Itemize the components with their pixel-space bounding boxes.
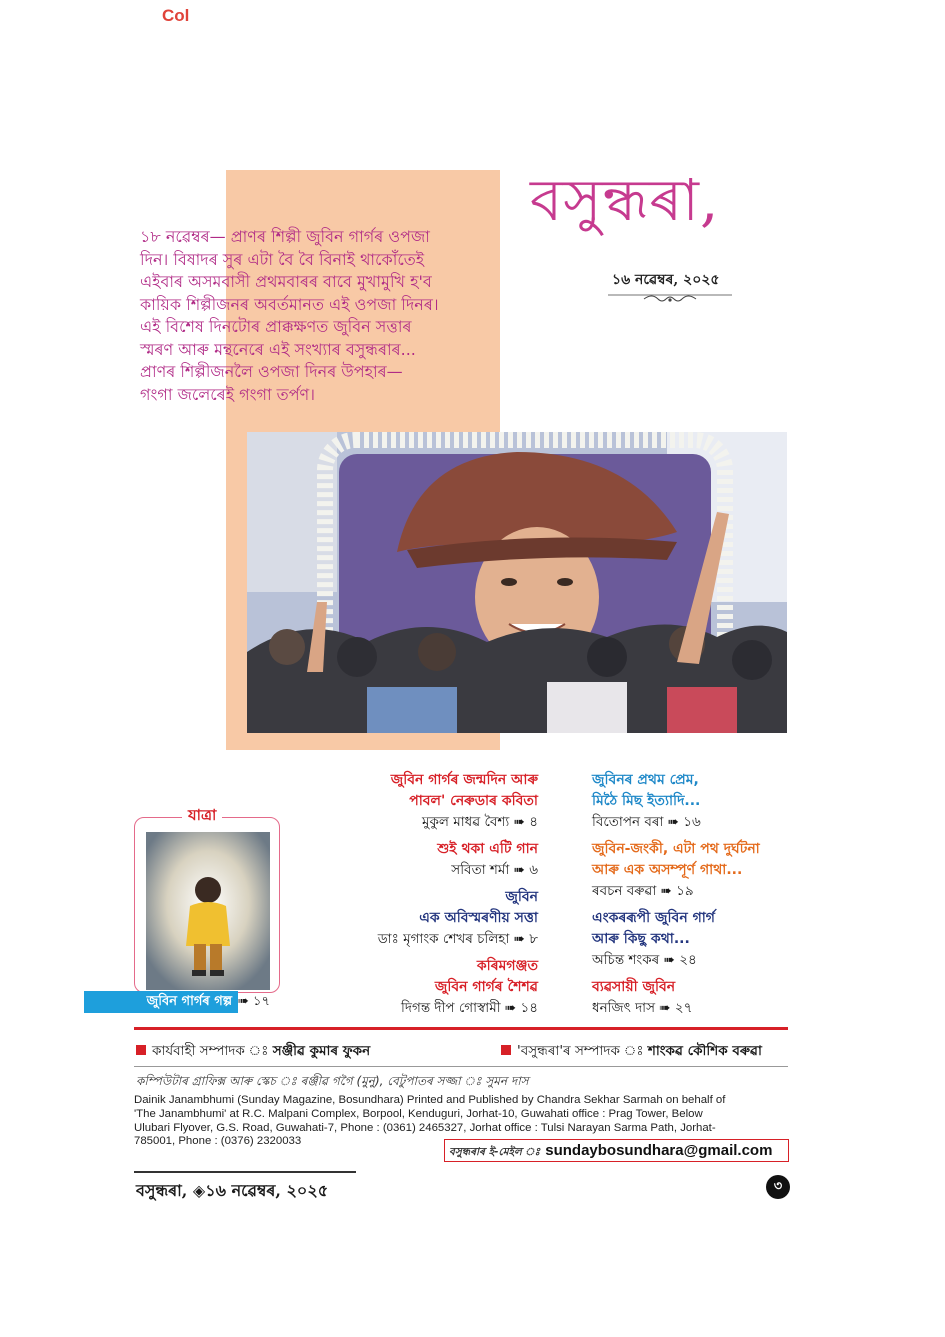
toc-page-number: ১৪ (520, 1000, 538, 1016)
masthead-date: ১৬ নৱেম্বৰ, ২০২৫ (612, 272, 720, 288)
email-link[interactable]: sundaybosundhara@gmail.com (545, 1142, 773, 1159)
toc-entry-title: পাবল' নেৰুডাৰ কবিতা (409, 793, 538, 809)
imprint-line: Ulubari Flyover, G.S. Road, Guwahati-7, Phone : (0361) 2465327, Jorhat office : Tulsi Narayan Sarma Path, Jorhat- (134, 1121, 716, 1134)
intro-line: ১৮ নৱেম্বৰ— প্ৰাণৰ শিল্পী জুবিন গাৰ্গৰ ওপজা (140, 227, 430, 246)
toc-page-number: ১৯ (676, 883, 694, 899)
toc-entry[interactable] (592, 770, 802, 833)
imprint-line: Dainik Janambhumi (Sunday Magazine, Bosundhara) Printed and Published by Chandra Sekhar Sarmah on behalf of (134, 1094, 726, 1106)
toc-entry-author (300, 812, 538, 833)
jatra-page-number: ১৭ (253, 994, 270, 1009)
toc-entry-title: আৰু এক অসম্পূৰ্ণ গাথা... (592, 862, 743, 878)
arrow-right-icon: ➠ (509, 814, 530, 830)
editor-label: 'বসুন্ধৰা'ৰ সম্পাদক ঃ (517, 1043, 644, 1059)
toc-entry-title: জুবিন (505, 889, 538, 905)
toc-entry-title: এক অবিস্মৰণীয় সত্তা (419, 910, 538, 926)
toc-right-column (592, 770, 802, 1025)
arrow-right-icon: ➠ (655, 1000, 675, 1016)
toc-entry-author (300, 998, 538, 1019)
toc-entry-author (592, 812, 802, 833)
imprint-line: 'The Janambhumi' at R.C. Malpani Complex, Borpool, Kenduguri, Jorhat-10, Guwahati office : Prag Tower, Below (134, 1107, 703, 1120)
toc-entry-author (592, 881, 802, 902)
arrow-right-icon: ➠ (509, 931, 530, 947)
toc-entry-title: শুই থকা এটি গান (437, 841, 538, 857)
intro-line: কায়িক শিল্পীজনৰ অবৰ্তমানত এই ওপজা দিনৰ। (140, 294, 439, 314)
jatra-banner: জুবিন গাৰ্গৰ গল্প (84, 991, 238, 1013)
intro-line: স্মৰণ আৰু মন্থনেৰে এই সংখ্যাৰ বসুন্ধৰাৰ... (140, 339, 416, 359)
intro-line: দিন। বিষাদৰ সুৰ এটা বৈ বৈ বিনাই থাকোঁতেই (140, 249, 425, 269)
square-bullet-icon (136, 1045, 146, 1055)
arrow-right-icon: ➠ (656, 883, 677, 899)
toc-author-name: ধনজিৎ দাস (592, 1000, 655, 1016)
toc-page-number: ৮ (529, 931, 538, 947)
toc-entry[interactable] (592, 908, 802, 971)
email-label: বসুন্ধৰাৰ ই-মেইল ঃ (449, 1146, 541, 1158)
executive-editor (136, 1040, 370, 1063)
toc-author-name: অচিন্ত শংকৰ (592, 952, 660, 968)
cover-photo (247, 432, 787, 733)
credits-line: কম্পিউটাৰ গ্ৰাফিক্স আৰু স্কেচ ঃ ৰঞ্জীৱ গগৈ (মুনু), বেটুপাতৰ সজ্জা ঃ সুমন দাস (136, 1074, 529, 1088)
footer-title-date: বসুন্ধৰা, ◈১৬ নৱেম্বৰ, ২০২৫ (136, 1181, 329, 1200)
exec-editor-label: কাৰ্যবাহী সম্পাদক ঃ (152, 1043, 269, 1059)
magazine-editor (501, 1040, 762, 1063)
toc-entry[interactable] (300, 956, 538, 1019)
toc-author-name: বিতোপন বৰা (592, 814, 664, 830)
toc-page-number: ৬ (529, 862, 538, 878)
divider-red (134, 1027, 788, 1030)
toc-entry[interactable] (592, 977, 802, 1019)
intro-line: গংগা জলেৰেই গংগা তৰ্পণ। (140, 384, 315, 404)
toc-entry[interactable] (300, 887, 538, 950)
toc-page-number: ৪ (529, 814, 538, 830)
intro-paragraph (140, 226, 490, 406)
toc-entry[interactable] (300, 770, 538, 833)
masthead-title: বসুন্ধৰা, (530, 166, 720, 234)
arrow-right-icon: ➠ (238, 994, 249, 1009)
toc-entry-title: জুবিন গাৰ্গৰ জন্মদিন আৰু (390, 772, 538, 788)
toc-author-name: মুকুল মাধৱ বৈশ্য (421, 814, 510, 830)
toc-author-name: সবিতা শৰ্মা (451, 862, 510, 878)
arrow-right-icon: ➠ (659, 952, 680, 968)
toc-page-number: ২৪ (679, 952, 697, 968)
masthead (530, 160, 810, 260)
toc-entry[interactable] (592, 839, 802, 902)
toc-left-column (300, 770, 538, 1025)
toc-entry-title: কৰিমগঞ্জত (476, 958, 538, 974)
jatra-label: যাত্ৰা (182, 804, 222, 829)
toc-author-name: ৰবচন বৰুৱা (592, 883, 657, 899)
imprint-line: 785001, Phone : (0376) 2320033 (134, 1135, 302, 1148)
toc-entry-author (300, 860, 538, 881)
intro-line: প্ৰাণৰ শিল্পীজনলৈ ওপজা দিনৰ উপহাৰ— (140, 362, 403, 381)
jatra-illustration (146, 832, 270, 990)
ornament-icon (608, 290, 732, 306)
toc-author-name: দিগন্ত দীপ গোস্বামী (401, 1000, 501, 1016)
toc-entry[interactable] (300, 839, 538, 881)
corner-tag: Col (162, 6, 190, 25)
toc-entry-author (592, 998, 802, 1019)
toc-author-name: ডাঃ মৃগাংক শেখৰ চলিহা (377, 931, 510, 947)
toc-entry-title: আৰু কিছু কথা... (592, 931, 690, 947)
intro-line: এই বিশেষ দিনটোৰ প্ৰাক্কক্ষণত জুবিন সত্তাৰ (140, 317, 412, 336)
editor-name: শাংকৱ কৌশিক বৰুৱা (647, 1043, 762, 1059)
toc-page-number: ২৭ (674, 1000, 693, 1016)
toc-entry-title: জুবিনৰ প্ৰথম প্ৰেম, (592, 772, 699, 788)
toc-entry-title: জুবিন গাৰ্গৰ শৈশৱ (434, 979, 538, 995)
toc-entry-title: জুবিন-জংকী, এটা পথ দুৰ্ঘটনা (592, 841, 760, 857)
toc-entry-author (300, 929, 538, 950)
toc-entry-title: এংকৰৰূপী জুবিন গাৰ্গ (592, 910, 715, 926)
toc-entry-author (592, 950, 802, 971)
arrow-right-icon: ➠ (500, 1000, 521, 1016)
square-bullet-icon (501, 1045, 511, 1055)
toc-page-number: ১৬ (683, 814, 701, 830)
jatra-page-ref (238, 991, 270, 1013)
arrow-right-icon: ➠ (509, 862, 530, 878)
toc-entry-title: মিঠৈ মিছ ইত্যাদি... (592, 793, 701, 809)
divider-grey (134, 1066, 788, 1067)
footer-rule (134, 1171, 356, 1173)
email-box (444, 1139, 789, 1162)
page-number-badge: ৩ (766, 1175, 790, 1199)
toc-entry-title: ব্যৱসায়ী জুবিন (592, 979, 676, 995)
intro-line: এইবাৰ অসমবাসী প্ৰথমবাৰৰ বাবে মুখামুখি হ'ব (140, 272, 432, 291)
exec-editor-name: সঞ্জীৱ কুমাৰ ফুকন (272, 1043, 371, 1059)
arrow-right-icon: ➠ (663, 814, 684, 830)
